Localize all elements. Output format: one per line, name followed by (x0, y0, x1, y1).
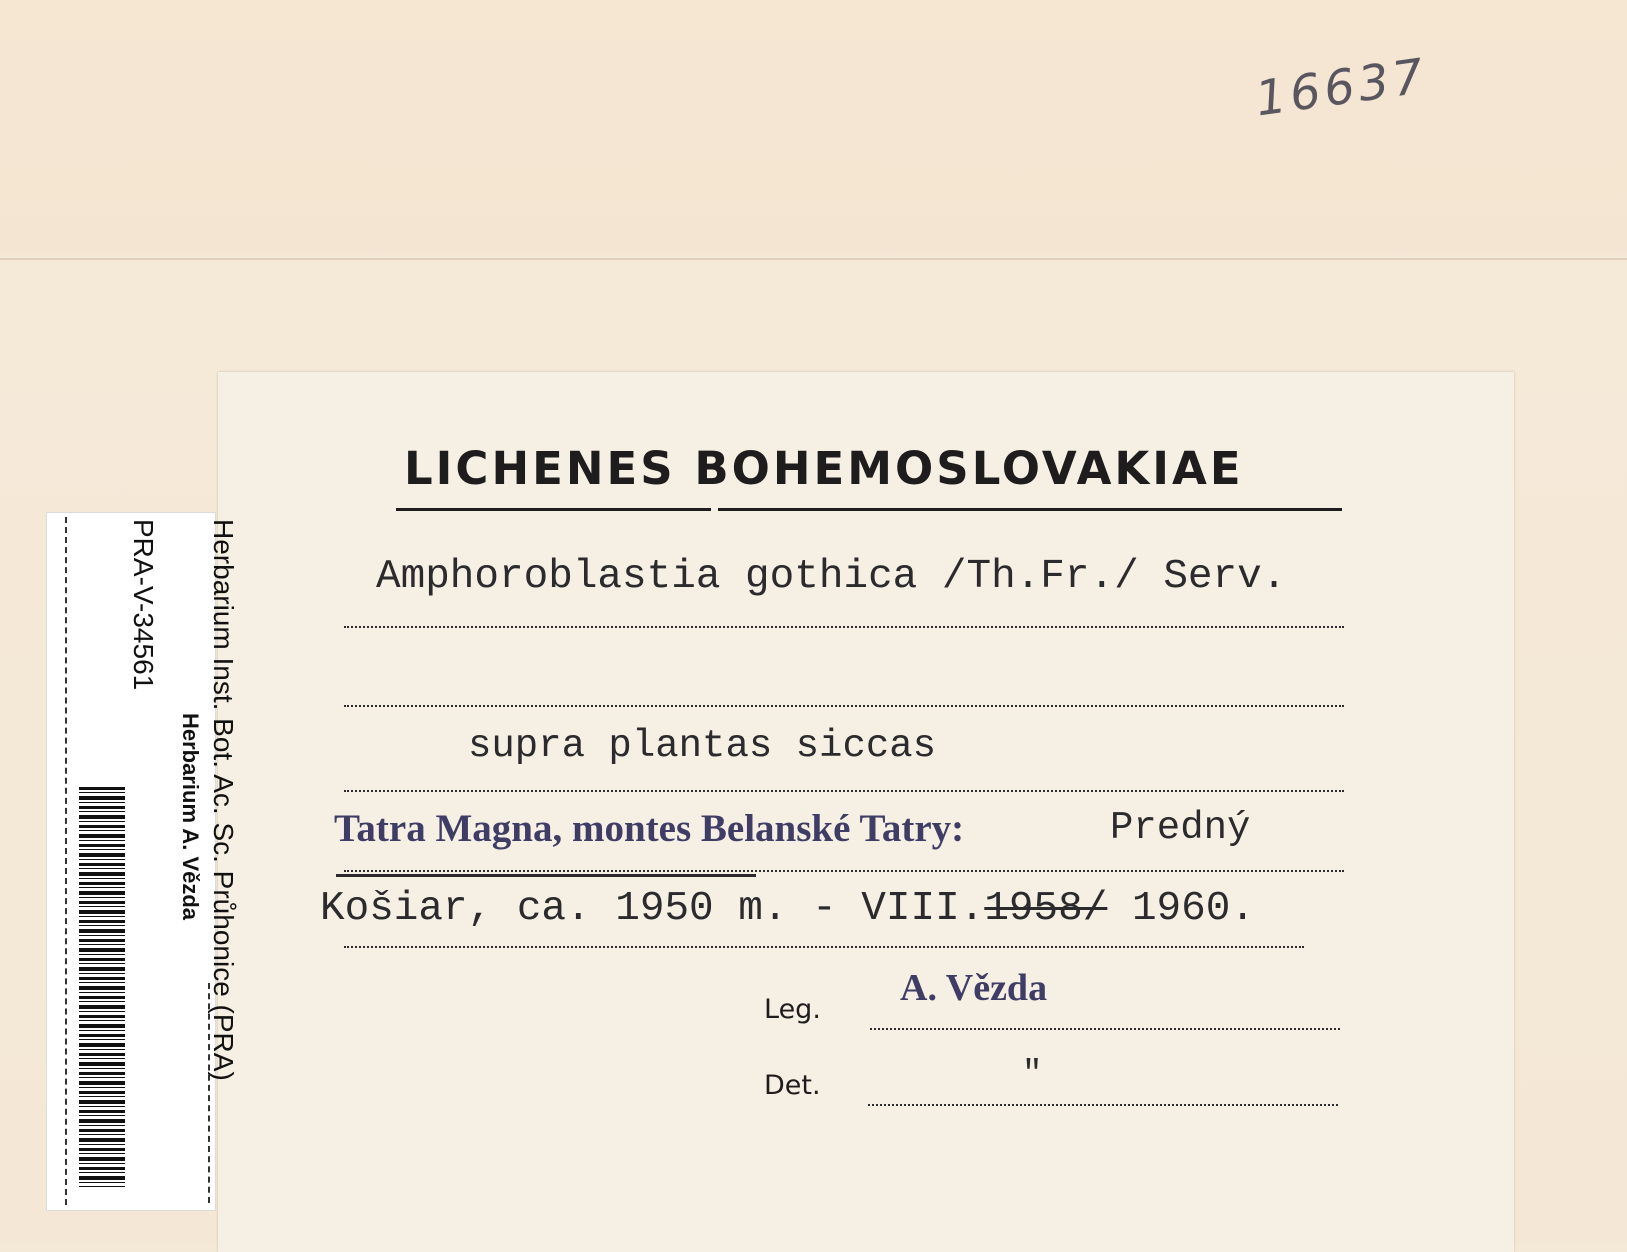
locality-line-2 (320, 886, 1255, 932)
envelope-fold-line (0, 258, 1627, 260)
date-struck: 1958/ (984, 886, 1108, 932)
locality-line-2-prefix: Košiar, ca. 1950 m. - VIII. (320, 886, 985, 932)
specimen-code: PRA-V-34561 (128, 519, 159, 691)
date-final: 1960. (1131, 886, 1255, 932)
locality-typed: Predný (1110, 806, 1251, 850)
title-underline-left (396, 508, 711, 511)
locality-stamp: Tatra Magna, montes Belanské Tatry: (334, 807, 965, 850)
determiner-ditto: " (1022, 1056, 1043, 1094)
institute-name: Herbarium Inst. Bot. Ac. Sc. Průhonice (PRA) (208, 519, 239, 1081)
leg-label: Leg. (764, 994, 821, 1025)
date-dotted-line (344, 946, 1304, 948)
locality-underline (336, 874, 756, 877)
blank-dotted-line (344, 705, 1344, 707)
specimen-label (218, 372, 1514, 1252)
herbarium-name: Herbarium A. Vězda (178, 713, 203, 921)
substrate: supra plantas siccas (468, 724, 937, 768)
label-title: LICHENES BOHEMOSLOVAKIAE (404, 442, 1244, 495)
collector-name: A. Vězda (900, 967, 1048, 1009)
barcode-label (46, 512, 239, 1211)
strip-dashed-border-left (65, 517, 67, 1205)
locality-dotted-line (344, 870, 1344, 872)
det-label: Det. (764, 1070, 821, 1101)
substrate-dotted-line (344, 790, 1344, 792)
barcode (79, 787, 125, 1187)
title-underline-right (718, 508, 1342, 511)
species-name: Amphoroblastia gothica /Th.Fr./ Serv. (376, 554, 1287, 600)
accession-number: 16637 (1252, 47, 1431, 128)
det-dotted-line (868, 1104, 1338, 1106)
leg-dotted-line (870, 1028, 1340, 1030)
species-dotted-line (344, 626, 1344, 628)
